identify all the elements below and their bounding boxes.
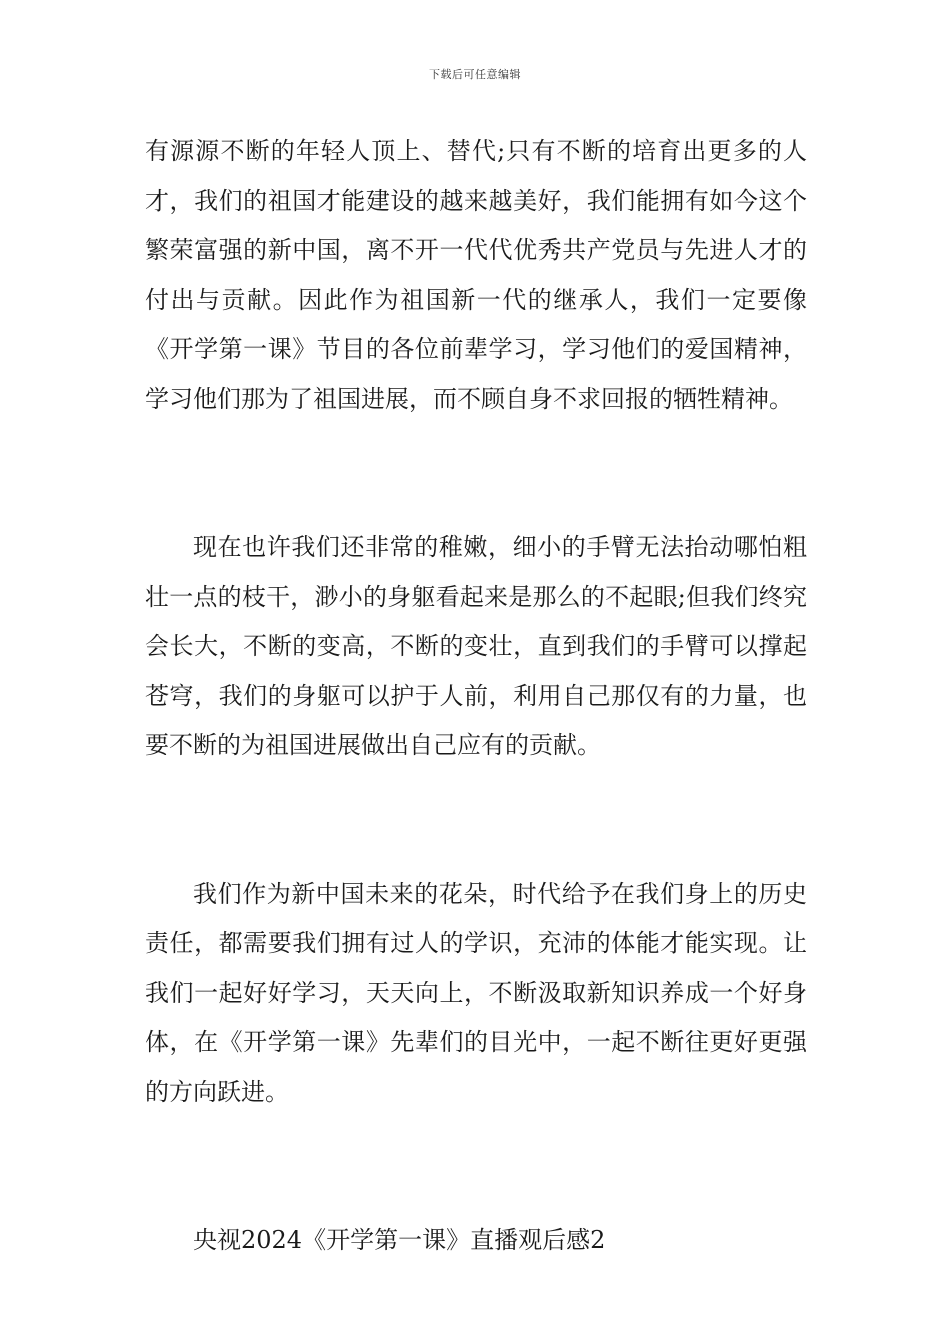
paragraph-gap	[145, 424, 807, 523]
document-body	[145, 127, 807, 1266]
paragraph-gap	[145, 1117, 807, 1216]
paragraph-2: 现在也许我们还非常的稚嫩，细小的手臂无法抬动哪怕粗壮一点的枝干，渺小的身躯看起来是那么的不起眼;但我们终究会长大，不断的变高，不断的变壮，直到我们的手臂可以撑起苍穹，我们的身躯可以护于人前，利用自己那仅有的力量，也要不断的为祖国进展做出自己应有的贡献。	[145, 533, 807, 759]
paragraph-1: 有源源不断的年轻人顶上、替代;只有不断的培育出更多的人才，我们的祖国才能建设的越来越美好，我们能拥有如今这个繁荣富强的新中国，离不开一代代优秀共产党员与先进人才的付出与贡献。因此作为祖国新一代的继承人，我们一定要像《开学第一课》节目的各位前辈学习，学习他们的爱国精神，学习他们那为了祖国进展，而不顾自身不求回报的牺牲精神。	[145, 137, 807, 413]
paragraph-3: 我们作为新中国未来的花朵，时代给予在我们身上的历史责任，都需要我们拥有过人的学识，充沛的体能才能实现。让我们一起好好学习，天天向上，不断汲取新知识养成一个好身体，在《开学第一课》先辈们的目光中，一起不断往更好更强的方向跃进。	[145, 879, 807, 1106]
page-header-note: 下载后可任意编辑	[429, 68, 521, 81]
paragraph-gap	[145, 771, 807, 870]
section-heading: 央视2024《开学第一课》直播观后感2	[193, 1226, 606, 1254]
